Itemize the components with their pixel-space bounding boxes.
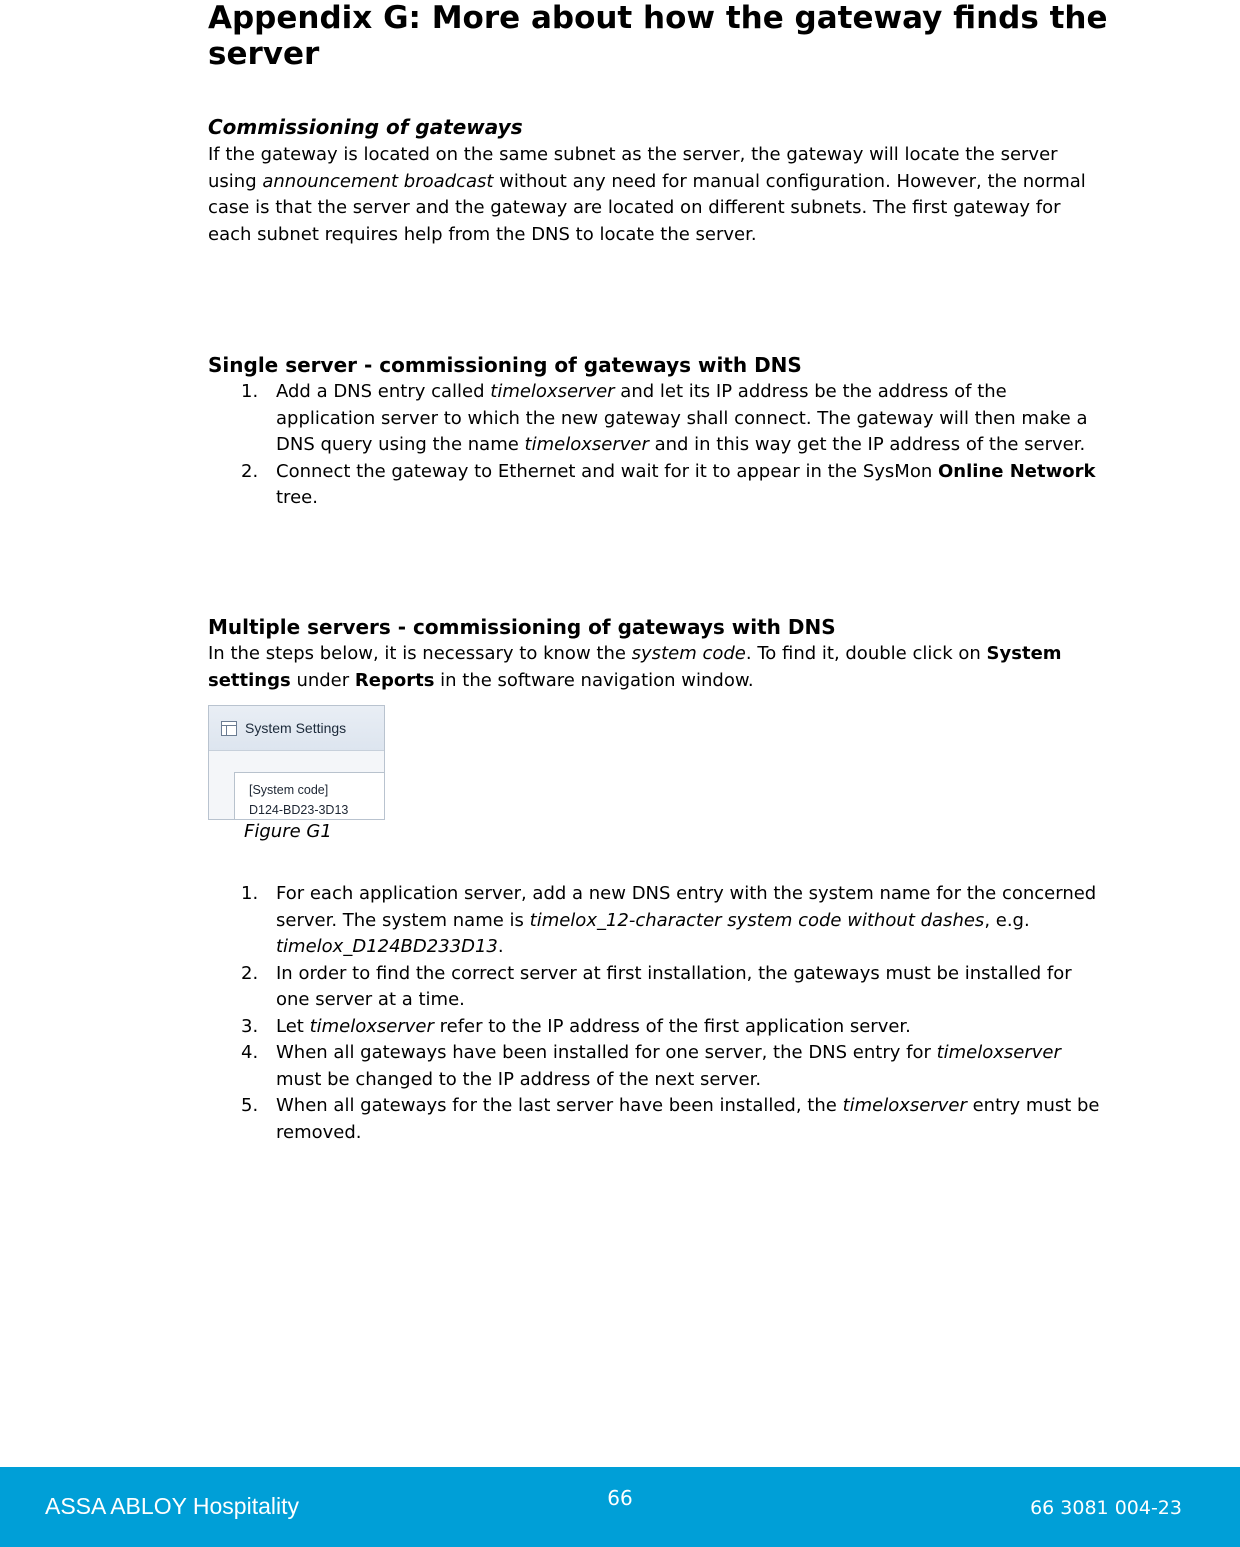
- text-run-emphasis: timelox_12-character system code without dashes: [529, 909, 985, 931]
- multiple-servers-paragraph: [208, 641, 1098, 694]
- page-number: 66: [607, 1486, 633, 1510]
- footer-brand: ASSA ABLOY Hospitality: [45, 1493, 299, 1519]
- text-run: , e.g.: [984, 909, 1030, 931]
- text-run: in the software navigation window.: [434, 669, 754, 691]
- section-heading-multiple-servers: Multiple servers - commissioning of gateways with DNS: [208, 615, 836, 639]
- text-run: must be changed to the IP address of the next server.: [276, 1068, 762, 1090]
- text-run: entry must be removed.: [276, 1095, 1100, 1143]
- text-run: For each application server, add a new DNS entry with the system name for the concerned server. The system name is: [276, 883, 1097, 931]
- window-icon: [221, 721, 237, 736]
- list-item: [208, 1093, 1108, 1146]
- list-number: 1.: [241, 883, 259, 904]
- text-run-bold: Reports: [354, 669, 435, 691]
- text-run-emphasis: timeloxserver: [524, 434, 649, 455]
- window-titlebar: [209, 706, 384, 751]
- text-run: without any need for manual configuration. However, the normal case is that the server and the gateway are located on different subnets. The first gateway for each subnet requires help from the DNS to locate the server.: [208, 170, 1086, 245]
- system-settings-screenshot: [208, 705, 385, 820]
- text-run-emphasis: announcement broadcast: [262, 170, 494, 192]
- list-item: [208, 459, 1108, 512]
- text-run: refer to the IP address of the first application server.: [433, 1015, 911, 1037]
- text-run-emphasis: timeloxserver: [309, 1015, 434, 1037]
- commissioning-paragraph: [208, 142, 1098, 248]
- system-code-value: D124-BD23-3D13: [249, 803, 349, 817]
- section-heading-commissioning: Commissioning of gateways: [208, 115, 523, 139]
- text-run: .: [497, 936, 504, 957]
- list-number: 2.: [241, 962, 259, 984]
- text-run-emphasis: timeloxserver: [936, 1042, 1061, 1063]
- document-number: 66 3081 004-23: [1030, 1497, 1182, 1519]
- text-run: . To find it, double click on: [745, 643, 987, 664]
- page-title: Appendix G: More about how the gateway finds the server: [208, 0, 1108, 72]
- text-run-bold: System settings: [208, 643, 1062, 691]
- text-run-emphasis: system code: [631, 643, 746, 664]
- text-run-emphasis: timelox_D124BD233D13: [276, 936, 498, 957]
- text-run: When all gateways have been installed for one server, the DNS entry for: [276, 1042, 937, 1063]
- text-run-emphasis: timeloxserver: [842, 1095, 967, 1116]
- text-run: tree.: [276, 487, 318, 508]
- list-item: [208, 881, 1108, 961]
- settings-panel: [234, 772, 385, 820]
- window-title: System Settings: [245, 720, 347, 736]
- list-number: 4.: [241, 1042, 259, 1063]
- text-run: Add a DNS entry called: [276, 381, 491, 402]
- text-run: If the gateway is located on the same subnet as the server, the gateway will locate the server using: [208, 144, 1058, 192]
- list-number: 1.: [241, 381, 259, 402]
- list-number: 3.: [241, 1015, 259, 1037]
- text-run-emphasis: timeloxserver: [490, 381, 615, 402]
- list-item: [208, 1014, 1108, 1041]
- text-run: and in this way get the IP address of the server.: [648, 434, 1086, 455]
- section-heading-single-server: Single server - commissioning of gateways with DNS: [208, 353, 802, 377]
- single-server-steps: [208, 379, 1108, 512]
- list-number: 2.: [241, 460, 259, 482]
- text-run-bold: Online Network: [937, 460, 1096, 482]
- list-number: 5.: [241, 1095, 259, 1116]
- text-run: Let: [276, 1015, 310, 1037]
- text-run: under: [290, 669, 355, 691]
- page-footer: [0, 1467, 1240, 1547]
- system-code-label: [System code]: [249, 783, 329, 797]
- list-item: [208, 379, 1108, 459]
- text-run: and let its IP address be the address of the application server to which the new gateway shall connect. The gateway will then make a DNS query using the name: [276, 381, 1088, 455]
- text-run: In order to find the correct server at first installation, the gateways must be installed for one server at a time.: [276, 962, 1072, 1010]
- list-item: [208, 1040, 1108, 1093]
- multiple-server-steps: [208, 881, 1108, 1146]
- text-run: In the steps below, it is necessary to know the: [208, 643, 632, 664]
- text-run: When all gateways for the last server have been installed, the: [276, 1095, 843, 1116]
- list-item: [208, 961, 1108, 1014]
- figure-caption: Figure G1: [244, 821, 332, 842]
- text-run: Connect the gateway to Ethernet and wait for it to appear in the SysMon: [276, 460, 938, 482]
